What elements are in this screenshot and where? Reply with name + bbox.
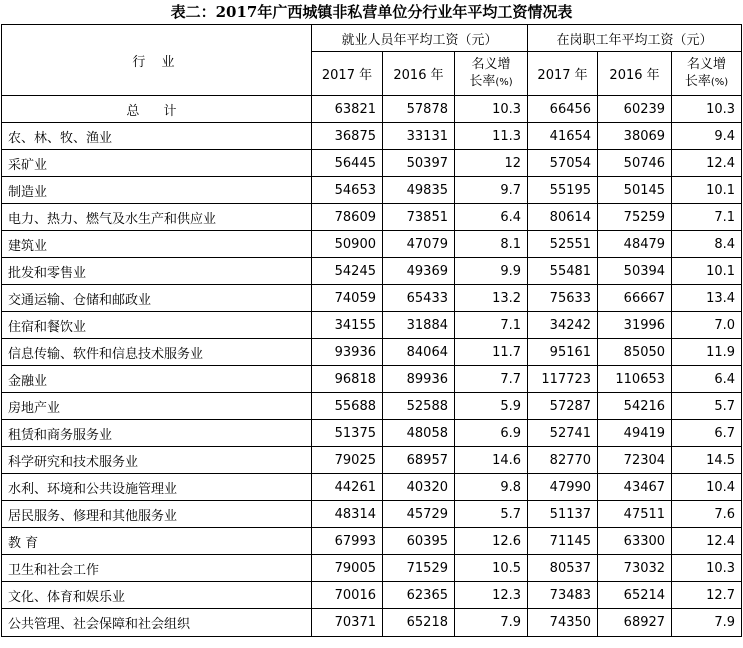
header-employed-rate — [455, 52, 528, 96]
table-row — [2, 150, 742, 177]
cell-w17: 51137 — [528, 501, 598, 528]
cell-w16: 50746 — [598, 150, 672, 177]
cell-wr: 8.4 — [672, 231, 742, 258]
industry-name: 卫生和社会工作 — [2, 555, 312, 582]
cell-er: 8.1 — [455, 231, 528, 258]
table-row — [2, 582, 742, 609]
cell-er: 7.1 — [455, 312, 528, 339]
cell-wr: 10.1 — [672, 177, 742, 204]
table-row — [2, 204, 742, 231]
cell-er: 10.5 — [455, 555, 528, 582]
industry-name: 总 计 — [2, 96, 312, 123]
cell-e17: 34155 — [312, 312, 383, 339]
cell-e16: 57878 — [383, 96, 455, 123]
cell-e17: 55688 — [312, 393, 383, 420]
cell-w17: 80537 — [528, 555, 598, 582]
cell-w16: 63300 — [598, 528, 672, 555]
cell-e16: 45729 — [383, 501, 455, 528]
cell-w17: 55481 — [528, 258, 598, 285]
cell-wr: 7.6 — [672, 501, 742, 528]
cell-w16: 72304 — [598, 447, 672, 474]
cell-e16: 62365 — [383, 582, 455, 609]
table-row — [2, 177, 742, 204]
cell-er: 11.7 — [455, 339, 528, 366]
cell-e16: 65433 — [383, 285, 455, 312]
cell-er: 6.9 — [455, 420, 528, 447]
cell-w16: 60239 — [598, 96, 672, 123]
cell-er: 9.9 — [455, 258, 528, 285]
table-row — [2, 501, 742, 528]
cell-wr: 10.3 — [672, 555, 742, 582]
cell-w16: 68927 — [598, 609, 672, 637]
cell-e16: 60395 — [383, 528, 455, 555]
cell-w16: 31996 — [598, 312, 672, 339]
header-staff-2016: 2016 年 — [598, 52, 672, 96]
cell-e17: 54653 — [312, 177, 383, 204]
cell-e17: 50900 — [312, 231, 383, 258]
cell-w17: 57054 — [528, 150, 598, 177]
table-row — [2, 312, 742, 339]
cell-w17: 47990 — [528, 474, 598, 501]
cell-w17: 66456 — [528, 96, 598, 123]
cell-er: 7.7 — [455, 366, 528, 393]
cell-er: 9.8 — [455, 474, 528, 501]
industry-name: 交通运输、仓储和邮政业 — [2, 285, 312, 312]
header-employed-2017: 2017 年 — [312, 52, 383, 96]
cell-e17: 63821 — [312, 96, 383, 123]
cell-wr: 12.4 — [672, 528, 742, 555]
cell-e16: 31884 — [383, 312, 455, 339]
cell-e17: 74059 — [312, 285, 383, 312]
cell-e16: 52588 — [383, 393, 455, 420]
cell-w16: 50394 — [598, 258, 672, 285]
cell-e17: 70016 — [312, 582, 383, 609]
cell-e17: 36875 — [312, 123, 383, 150]
cell-e16: 71529 — [383, 555, 455, 582]
industry-name: 金融业 — [2, 366, 312, 393]
cell-e17: 56445 — [312, 150, 383, 177]
table-row — [2, 339, 742, 366]
industry-name: 采矿业 — [2, 150, 312, 177]
cell-w17: 82770 — [528, 447, 598, 474]
industry-name: 文化、体育和娱乐业 — [2, 582, 312, 609]
cell-w17: 34242 — [528, 312, 598, 339]
cell-wr: 9.4 — [672, 123, 742, 150]
table-row — [2, 420, 742, 447]
table-row — [2, 609, 742, 637]
cell-w16: 110653 — [598, 366, 672, 393]
cell-w17: 75633 — [528, 285, 598, 312]
cell-er: 7.9 — [455, 609, 528, 637]
cell-w17: 71145 — [528, 528, 598, 555]
header-industry: 行 业 — [2, 25, 312, 96]
header-staff-rate — [672, 52, 742, 96]
table-row — [2, 366, 742, 393]
table-row — [2, 285, 742, 312]
cell-e16: 47079 — [383, 231, 455, 258]
cell-wr: 6.4 — [672, 366, 742, 393]
table-row — [2, 474, 742, 501]
cell-e16: 33131 — [383, 123, 455, 150]
header-employed-2016: 2016 年 — [383, 52, 455, 96]
cell-e16: 50397 — [383, 150, 455, 177]
cell-w16: 50145 — [598, 177, 672, 204]
header-staff-group: 在岗职工年平均工资（元） — [528, 25, 742, 52]
cell-wr: 5.7 — [672, 393, 742, 420]
cell-wr: 7.0 — [672, 312, 742, 339]
industry-name: 科学研究和技术服务业 — [2, 447, 312, 474]
cell-er: 12.6 — [455, 528, 528, 555]
cell-w16: 66667 — [598, 285, 672, 312]
cell-w16: 75259 — [598, 204, 672, 231]
industry-name: 信息传输、软件和信息技术服务业 — [2, 339, 312, 366]
table-row — [2, 555, 742, 582]
rate-unit: (%) — [495, 77, 513, 88]
cell-e16: 49369 — [383, 258, 455, 285]
industry-name: 住宿和餐饮业 — [2, 312, 312, 339]
cell-er: 10.3 — [455, 96, 528, 123]
cell-w17: 52741 — [528, 420, 598, 447]
industry-name: 制造业 — [2, 177, 312, 204]
header-employed-group: 就业人员年平均工资（元） — [312, 25, 528, 52]
cell-e17: 51375 — [312, 420, 383, 447]
rate-unit: (%) — [710, 77, 729, 88]
cell-w17: 74350 — [528, 609, 598, 637]
cell-e17: 70371 — [312, 609, 383, 637]
cell-er: 11.3 — [455, 123, 528, 150]
cell-er: 5.7 — [455, 501, 528, 528]
cell-e17: 54245 — [312, 258, 383, 285]
industry-name: 租赁和商务服务业 — [2, 420, 312, 447]
industry-name: 居民服务、修理和其他服务业 — [2, 501, 312, 528]
industry-name: 水利、环境和公共设施管理业 — [2, 474, 312, 501]
cell-wr: 7.9 — [672, 609, 742, 637]
cell-e16: 73851 — [383, 204, 455, 231]
cell-w17: 41654 — [528, 123, 598, 150]
table-row — [2, 123, 742, 150]
cell-e17: 96818 — [312, 366, 383, 393]
cell-e17: 93936 — [312, 339, 383, 366]
cell-w16: 43467 — [598, 474, 672, 501]
cell-w17: 57287 — [528, 393, 598, 420]
cell-wr: 11.9 — [672, 339, 742, 366]
cell-w16: 48479 — [598, 231, 672, 258]
cell-e17: 78609 — [312, 204, 383, 231]
cell-e16: 84064 — [383, 339, 455, 366]
industry-name: 房地产业 — [2, 393, 312, 420]
cell-er: 13.2 — [455, 285, 528, 312]
cell-w16: 38069 — [598, 123, 672, 150]
cell-wr: 10.1 — [672, 258, 742, 285]
cell-e17: 44261 — [312, 474, 383, 501]
rate-label-line2: 长率 — [469, 74, 496, 89]
cell-er: 5.9 — [455, 393, 528, 420]
cell-w16: 65214 — [598, 582, 672, 609]
cell-e16: 40320 — [383, 474, 455, 501]
cell-wr: 12.7 — [672, 582, 742, 609]
cell-wr: 13.4 — [672, 285, 742, 312]
cell-e16: 89936 — [383, 366, 455, 393]
cell-e17: 67993 — [312, 528, 383, 555]
cell-e17: 79005 — [312, 555, 383, 582]
table-row — [2, 393, 742, 420]
cell-w16: 73032 — [598, 555, 672, 582]
cell-w16: 49419 — [598, 420, 672, 447]
cell-er: 6.4 — [455, 204, 528, 231]
cell-wr: 7.1 — [672, 204, 742, 231]
cell-e17: 48314 — [312, 501, 383, 528]
table-row — [2, 447, 742, 474]
cell-e17: 79025 — [312, 447, 383, 474]
cell-wr: 6.7 — [672, 420, 742, 447]
table-row — [2, 258, 742, 285]
cell-w16: 54216 — [598, 393, 672, 420]
cell-wr: 14.5 — [672, 447, 742, 474]
cell-e16: 48058 — [383, 420, 455, 447]
industry-name: 电力、热力、燃气及水生产和供应业 — [2, 204, 312, 231]
cell-wr: 10.3 — [672, 96, 742, 123]
cell-w17: 73483 — [528, 582, 598, 609]
industry-name: 建筑业 — [2, 231, 312, 258]
cell-w17: 95161 — [528, 339, 598, 366]
cell-e16: 68957 — [383, 447, 455, 474]
table-row — [2, 528, 742, 555]
cell-w17: 55195 — [528, 177, 598, 204]
cell-er: 12 — [455, 150, 528, 177]
table-body — [2, 96, 742, 637]
rate-label-line1: 名义增 — [687, 57, 727, 72]
total-row — [2, 96, 742, 123]
industry-name: 农、林、牧、渔业 — [2, 123, 312, 150]
industry-name: 公共管理、社会保障和社会组织 — [2, 609, 312, 637]
table-title: 表二：2017年广西城镇非私营单位分行业年平均工资情况表 — [170, 3, 573, 21]
header-staff-2017: 2017 年 — [528, 52, 598, 96]
industry-name: 批发和零售业 — [2, 258, 312, 285]
rate-label-line1: 名义增 — [471, 57, 511, 72]
table-row — [2, 231, 742, 258]
cell-w16: 47511 — [598, 501, 672, 528]
cell-w17: 80614 — [528, 204, 598, 231]
rate-label-line2: 长率 — [684, 74, 711, 89]
cell-er: 12.3 — [455, 582, 528, 609]
cell-w17: 117723 — [528, 366, 598, 393]
cell-er: 9.7 — [455, 177, 528, 204]
cell-wr: 10.4 — [672, 474, 742, 501]
industry-name: 教 育 — [2, 528, 312, 555]
cell-e16: 65218 — [383, 609, 455, 637]
cell-wr: 12.4 — [672, 150, 742, 177]
cell-w17: 52551 — [528, 231, 598, 258]
cell-e16: 49835 — [383, 177, 455, 204]
cell-w16: 85050 — [598, 339, 672, 366]
cell-er: 14.6 — [455, 447, 528, 474]
wage-table — [1, 24, 742, 637]
